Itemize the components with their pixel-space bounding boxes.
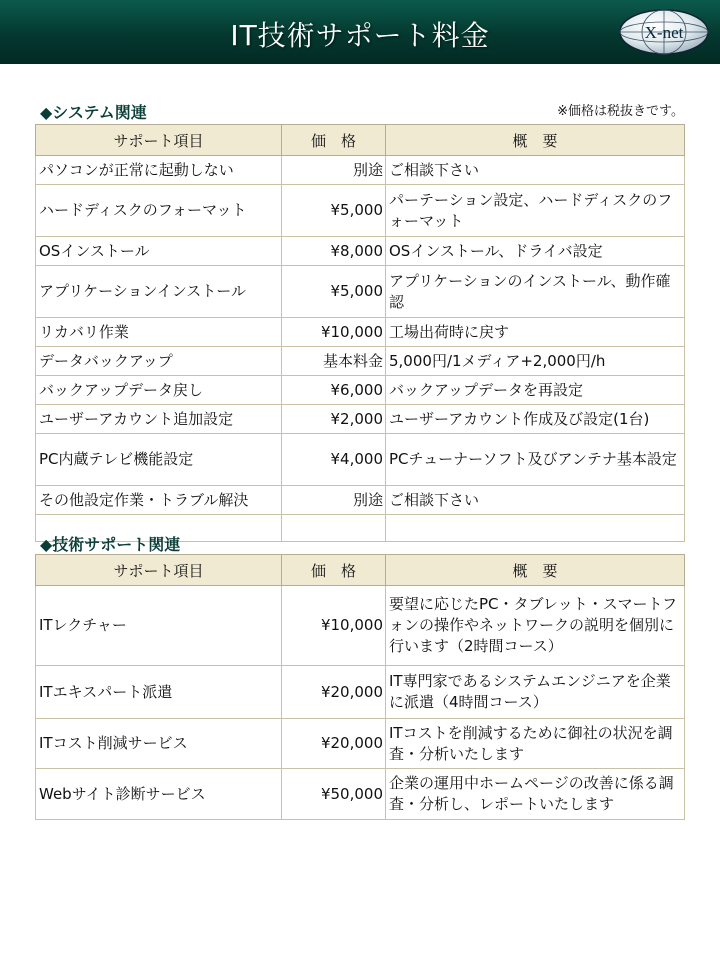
description-cell: アプリケーションのインストール、動作確認 [386, 266, 685, 318]
item-cell: ハードディスクのフォーマット [36, 185, 282, 237]
price-cell: ¥20,000 [282, 666, 386, 719]
description-cell: PCチューナーソフト及びアンテナ基本設定 [386, 434, 685, 486]
item-cell: OSインストール [36, 237, 282, 266]
price-cell: 別途 [282, 486, 386, 515]
price-cell: ¥5,000 [282, 185, 386, 237]
description-cell: 工場出荷時に戻す [386, 318, 685, 347]
table-row [36, 318, 685, 347]
description-cell: IT専門家であるシステムエンジニアを企業に派遣（4時間コース） [386, 666, 685, 719]
column-header-item: サポート項目 [36, 555, 282, 586]
item-cell: パソコンが正常に起動しない [36, 156, 282, 185]
page-title: IT技術サポート料金 [230, 19, 490, 52]
description-cell: ご相談下さい [386, 486, 685, 515]
table-row [36, 719, 685, 769]
price-cell: ¥5,000 [282, 266, 386, 318]
description-cell: ユーザーアカウント作成及び設定(1台) [386, 405, 685, 434]
logo-text: X-net [644, 23, 684, 42]
price-cell: ¥8,000 [282, 237, 386, 266]
price-cell: ¥20,000 [282, 719, 386, 769]
column-header-item: サポート項目 [36, 125, 282, 156]
price-cell: ¥2,000 [282, 405, 386, 434]
table-header-row [36, 125, 685, 156]
item-cell: ユーザーアカウント追加設定 [36, 405, 282, 434]
item-cell: ITレクチャー [36, 586, 282, 666]
price-cell: 基本料金 [282, 347, 386, 376]
table-row [36, 434, 685, 486]
item-cell: PC内蔵テレビ機能設定 [36, 434, 282, 486]
price-cell: ¥4,000 [282, 434, 386, 486]
item-cell: ITコスト削減サービス [36, 719, 282, 769]
item-cell: リカバリ作業 [36, 318, 282, 347]
system-price-table [35, 124, 685, 542]
description-cell: ご相談下さい [386, 156, 685, 185]
table-row [36, 769, 685, 820]
table-row [36, 405, 685, 434]
item-cell: その他設定作業・トラブル解決 [36, 486, 282, 515]
description-cell: 企業の運用中ホームページの改善に係る調査・分析し、レポートいたします [386, 769, 685, 820]
table-row [36, 486, 685, 515]
price-cell: ¥10,000 [282, 318, 386, 347]
item-cell: アプリケーションインストール [36, 266, 282, 318]
table-row [36, 156, 685, 185]
table-row [36, 185, 685, 237]
system-section-heading: ◆システム関連 [40, 103, 147, 122]
price-cell: ¥10,000 [282, 586, 386, 666]
description-cell: ITコストを削減するために御社の状況を調査・分析いたします [386, 719, 685, 769]
table-row [36, 666, 685, 719]
item-cell: データバックアップ [36, 347, 282, 376]
description-cell: バックアップデータを再設定 [386, 376, 685, 405]
page-header [0, 0, 720, 64]
price-cell: ¥50,000 [282, 769, 386, 820]
column-header-summary: 概 要 [386, 125, 685, 156]
price-cell: ¥6,000 [282, 376, 386, 405]
item-cell: Webサイト診断サービス [36, 769, 282, 820]
table-row [36, 266, 685, 318]
tax-note: ※価格は税抜きです。 [557, 104, 684, 119]
description-cell: 5,000円/1メディア+2,000円/h [386, 347, 685, 376]
column-header-price: 価 格 [282, 125, 386, 156]
table-row [36, 347, 685, 376]
column-header-summary: 概 要 [386, 555, 685, 586]
tech-price-table [35, 554, 685, 820]
tech-section-heading: ◆技術サポート関連 [40, 535, 181, 554]
empty-cell [282, 515, 386, 542]
description-cell: パーテーション設定、ハードディスクのフォーマット [386, 185, 685, 237]
table-row [36, 376, 685, 405]
xnet-logo [618, 8, 710, 56]
table-row [36, 586, 685, 666]
item-cell: バックアップデータ戻し [36, 376, 282, 405]
column-header-price: 価 格 [282, 555, 386, 586]
empty-cell [386, 515, 685, 542]
item-cell: ITエキスパート派遣 [36, 666, 282, 719]
description-cell: 要望に応じたPC・タブレット・スマートフォンの操作やネットワークの説明を個別に行います（2時間コース） [386, 586, 685, 666]
price-cell: 別途 [282, 156, 386, 185]
description-cell: OSインストール、ドライバ設定 [386, 237, 685, 266]
table-row [36, 237, 685, 266]
table-header-row [36, 555, 685, 586]
